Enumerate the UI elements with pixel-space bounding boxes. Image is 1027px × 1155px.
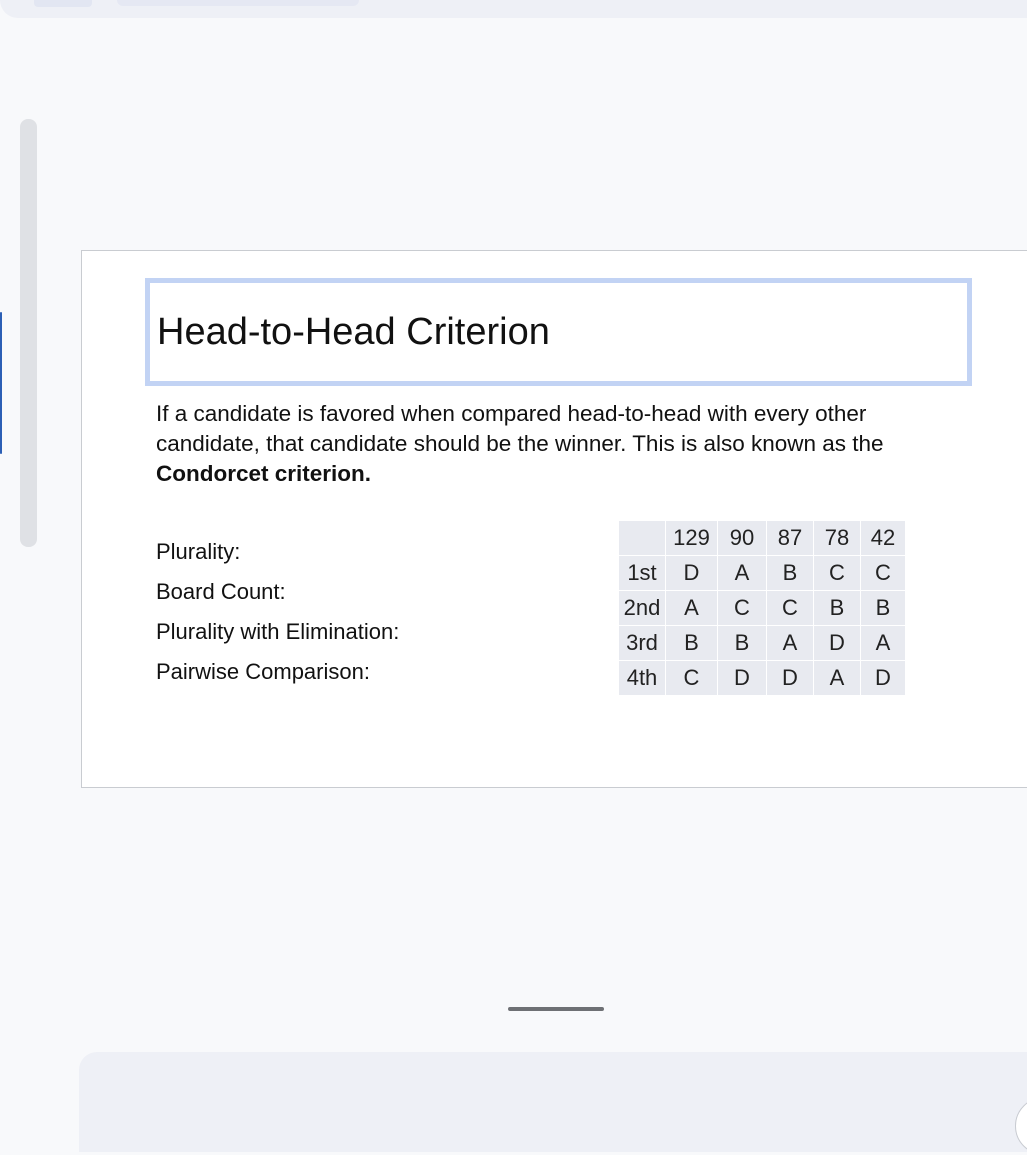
table-row [619, 661, 906, 696]
voter-count-header: 129 [666, 521, 718, 556]
toolbar-tab[interactable] [34, 0, 92, 7]
rank-label: 4th [619, 661, 666, 696]
side-panel-edge[interactable] [0, 312, 2, 454]
table-cell: A [767, 626, 814, 661]
top-toolbar [0, 0, 1027, 18]
body-text-bold: Condorcet criterion. [156, 461, 372, 486]
slide-canvas[interactable] [81, 250, 1027, 788]
method-plurality-elimination: Plurality with Elimination: [156, 619, 400, 644]
rank-label: 1st [619, 556, 666, 591]
table-cell: C [666, 661, 718, 696]
body-text-main: If a candidate is favored when compared head-to-head with every other candidate, that candidate should be the winner. This is also known as the [156, 401, 884, 456]
table-cell: B [861, 591, 906, 626]
voter-count-header: 42 [861, 521, 906, 556]
table-cell: B [814, 591, 861, 626]
table-cell: D [718, 661, 767, 696]
home-indicator[interactable] [508, 1007, 604, 1011]
voter-count-header: 78 [814, 521, 861, 556]
table-cell: B [666, 626, 718, 661]
rank-label: 2nd [619, 591, 666, 626]
method-board-count: Board Count: [156, 579, 286, 604]
method-pairwise-comparison: Pairwise Comparison: [156, 659, 370, 684]
table-row [619, 591, 906, 626]
toolbar-pill[interactable] [117, 0, 359, 6]
thumbnail-scrollbar[interactable] [20, 119, 37, 547]
voter-count-header: 87 [767, 521, 814, 556]
table-cell: A [666, 591, 718, 626]
table-cell: B [718, 626, 767, 661]
table-cell: C [814, 556, 861, 591]
table-cell: C [718, 591, 767, 626]
slide-title[interactable]: Head-to-Head Criterion [157, 311, 550, 353]
table-cell: A [861, 626, 906, 661]
method-plurality: Plurality: [156, 539, 241, 564]
table-header-row [619, 521, 906, 556]
preference-schedule-table[interactable] [618, 520, 906, 696]
rank-label: 3rd [619, 626, 666, 661]
table-cell: B [767, 556, 814, 591]
table-cell: A [718, 556, 767, 591]
table-cell: C [861, 556, 906, 591]
slide-body-text[interactable] [156, 399, 916, 489]
title-placeholder[interactable] [145, 278, 972, 386]
table-cell: A [814, 661, 861, 696]
bottom-notes-panel[interactable] [79, 1052, 1027, 1152]
table-row [619, 626, 906, 661]
table-corner-cell [619, 521, 666, 556]
table-cell: D [814, 626, 861, 661]
table-row [619, 556, 906, 591]
voter-count-header: 90 [718, 521, 767, 556]
table-cell: D [666, 556, 718, 591]
voting-method-list[interactable] [156, 537, 399, 697]
table-cell: D [767, 661, 814, 696]
table-cell: C [767, 591, 814, 626]
table-cell: D [861, 661, 906, 696]
